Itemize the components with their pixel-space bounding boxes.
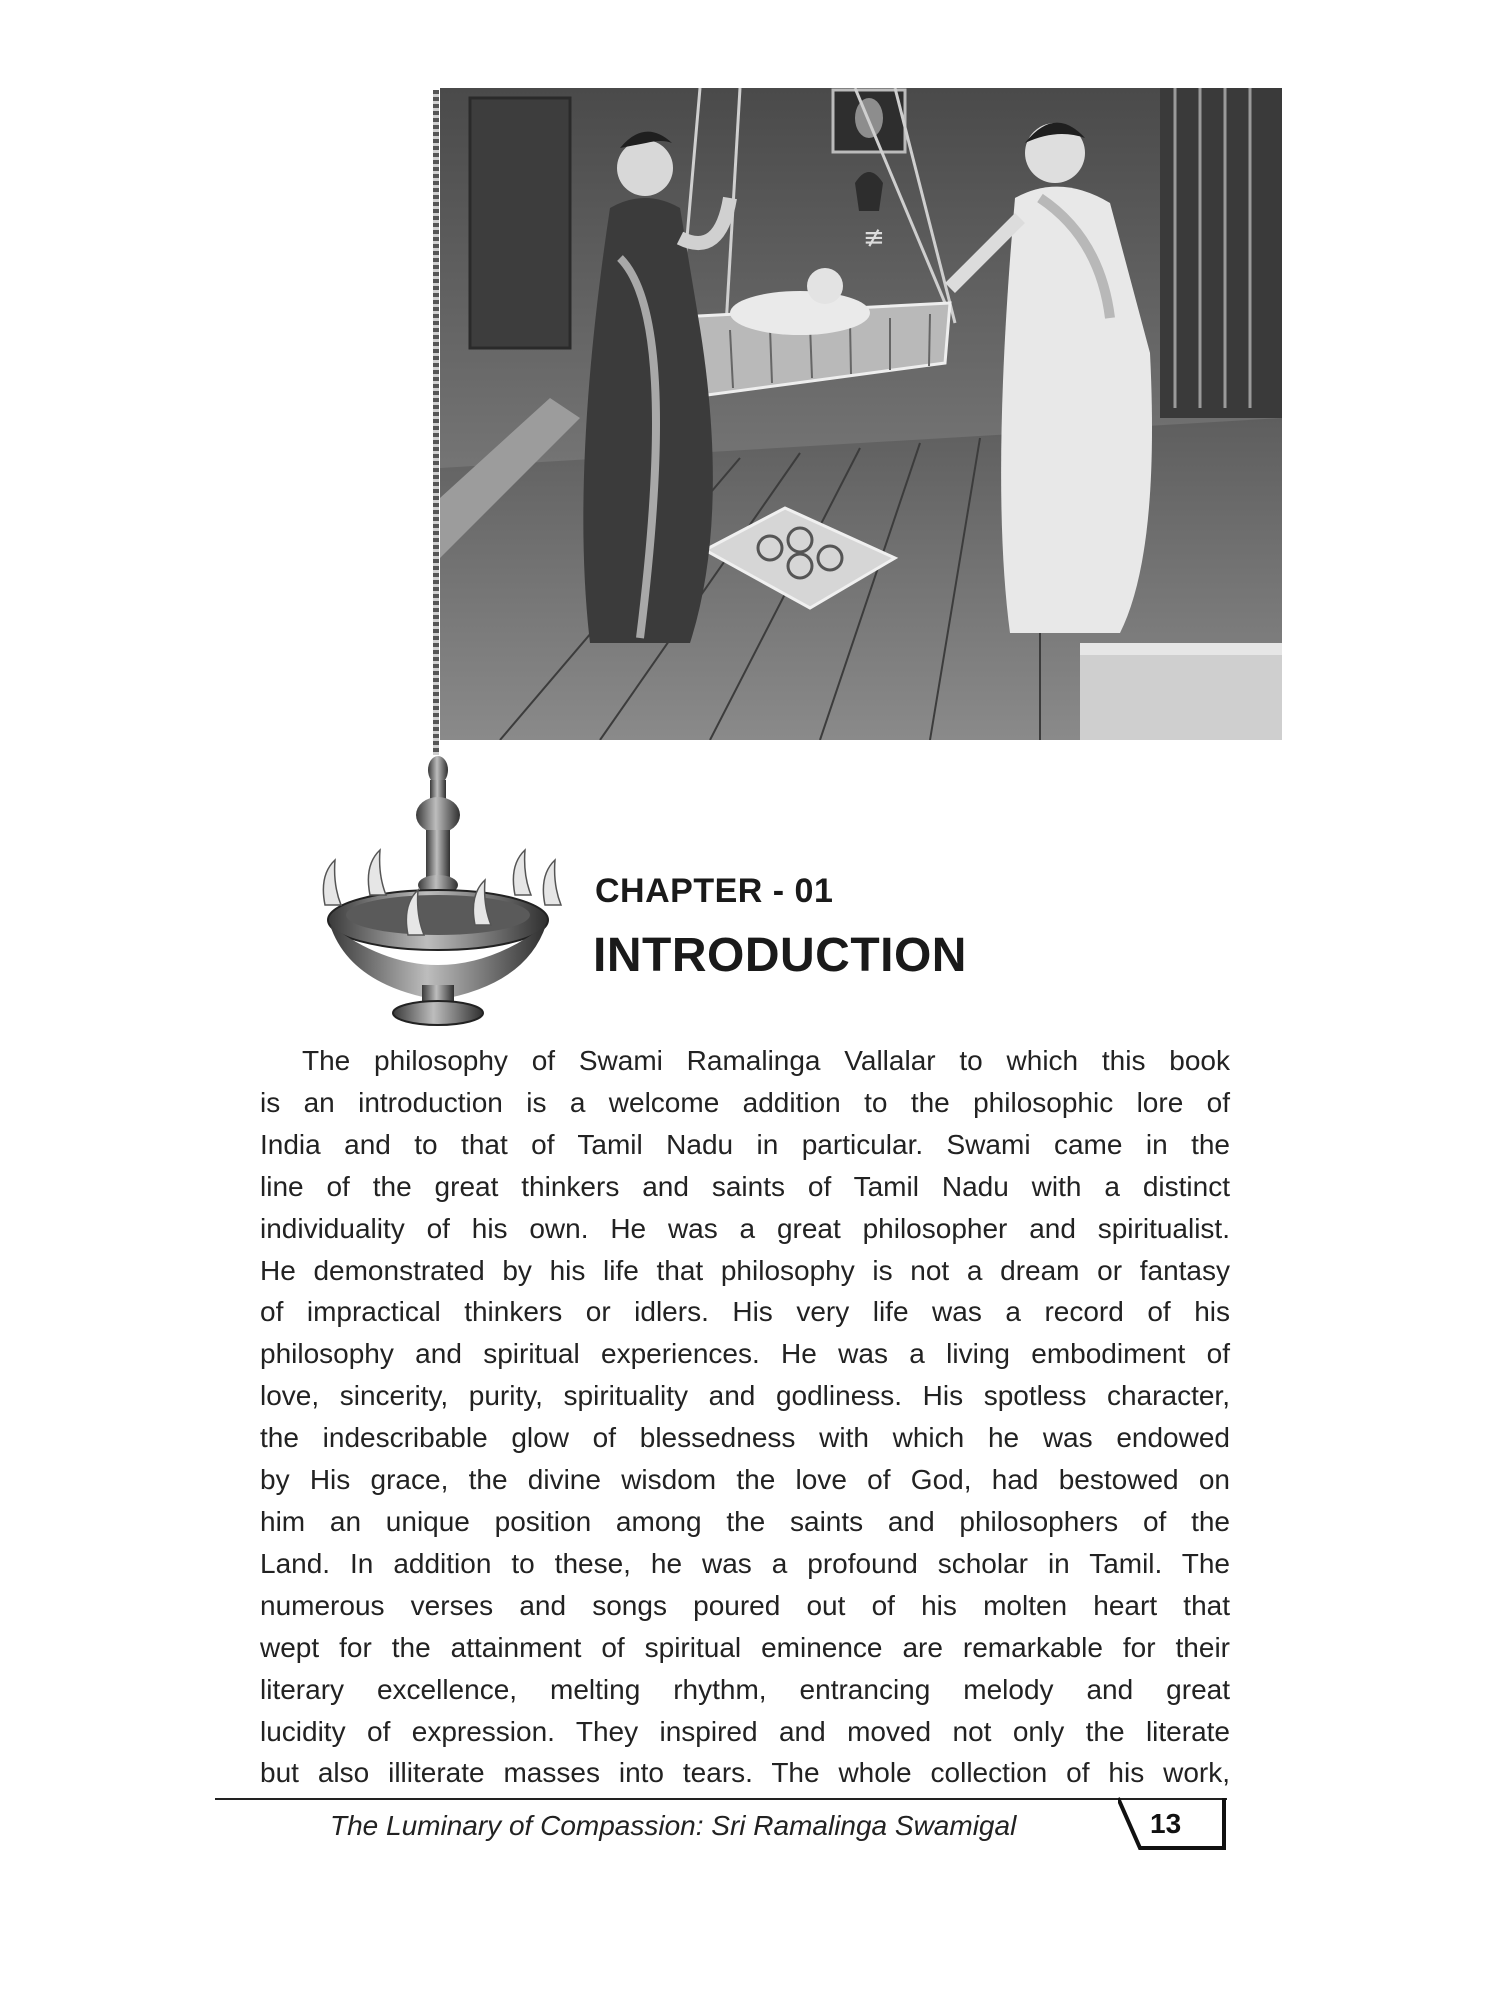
chapter-number: CHAPTER - 01 bbox=[595, 872, 834, 910]
text-line: love, sincerity, purity, spirituality and godliness. His spotless character, bbox=[260, 1380, 1230, 1412]
lamp-chain bbox=[433, 90, 439, 755]
chapter-title: INTRODUCTION bbox=[593, 929, 967, 982]
text-line: The philosophy of Swami Ramalinga Vallalar to which this book bbox=[302, 1045, 1230, 1076]
body-paragraph bbox=[260, 1040, 1230, 1794]
text-line: but also illiterate masses into tears. The whole collection of his work, bbox=[260, 1757, 1230, 1789]
text-line: individuality of his own. He was a great philosopher and spiritualist. bbox=[260, 1212, 1230, 1244]
text-line: India and to that of Tamil Nadu in particular. Swami came in the bbox=[260, 1128, 1230, 1160]
text-line: numerous verses and songs poured out of his molten heart that bbox=[260, 1589, 1230, 1621]
text-line: lucidity of expression. They inspired and moved not only the literate bbox=[260, 1715, 1230, 1747]
text-line: wept for the attainment of spiritual eminence are remarkable for their bbox=[260, 1631, 1230, 1663]
text-line: of impractical thinkers or idlers. His very life was a record of his bbox=[260, 1296, 1230, 1328]
text-line: by His grace, the divine wisdom the love of God, had bestowed on bbox=[260, 1464, 1230, 1496]
text-line: line of the great thinkers and saints of Tamil Nadu with a distinct bbox=[260, 1170, 1230, 1202]
running-footer: The Luminary of Compassion: Sri Ramalinga Swamigal bbox=[330, 1810, 1017, 1841]
page-number: 13 bbox=[1150, 1808, 1182, 1839]
cradle-illustration bbox=[440, 88, 1282, 740]
text-line: him an unique position among the saints and philosophers of the bbox=[260, 1505, 1230, 1537]
brass-lamp-icon bbox=[300, 745, 570, 1030]
text-line: philosophy and spiritual experiences. He was a living embodiment of bbox=[260, 1338, 1230, 1370]
text-line: He demonstrated by his life that philosophy is not a dream or fantasy bbox=[260, 1254, 1230, 1286]
text-line: is an introduction is a welcome addition to the philosophic lore of bbox=[260, 1086, 1230, 1118]
text-line: the indescribable glow of blessedness with which he was endowed bbox=[260, 1422, 1230, 1454]
svg-text:≢: ≢ bbox=[863, 223, 885, 253]
text-line: Land. In addition to these, he was a profound scholar in Tamil. The bbox=[260, 1547, 1230, 1579]
footer-divider bbox=[215, 1798, 1227, 1800]
text-line: literary excellence, melting rhythm, entrancing melody and great bbox=[260, 1673, 1230, 1705]
